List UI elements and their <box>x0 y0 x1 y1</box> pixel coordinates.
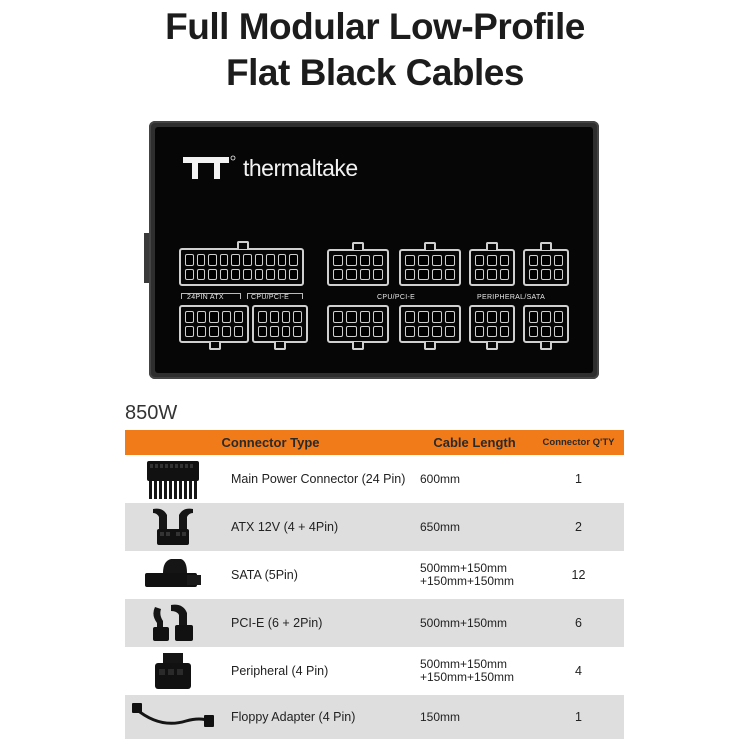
label-peripheral-sata: PERIPHERAL/SATA <box>477 294 546 301</box>
connector-cpu-pcie-top-2 <box>399 249 461 286</box>
sata-cable-icon <box>125 551 221 599</box>
atx12v-cable-icon <box>125 503 221 551</box>
cable-spec-table <box>125 430 624 739</box>
connector-cpu-pcie-top-1 <box>327 249 389 286</box>
row-connector-qty: 6 <box>575 616 582 630</box>
thermaltake-tt-logo-icon <box>181 153 237 183</box>
row-connector-name: SATA (5Pin) <box>231 568 298 582</box>
row-connector-name: ATX 12V (4 + 4Pin) <box>231 520 339 534</box>
header-connector-type: Connector Type <box>221 435 320 450</box>
connector-peripheral-bottom-1 <box>469 305 515 343</box>
psu-logo <box>181 153 358 183</box>
heading-line-1: Full Modular Low-Profile <box>165 6 585 47</box>
row-connector-name: Main Power Connector (24 Pin) <box>231 472 406 486</box>
row-connector-qty: 2 <box>575 520 582 534</box>
24pin-cable-icon <box>125 455 221 503</box>
table-row <box>125 551 624 599</box>
table-row <box>125 647 624 695</box>
row-cable-length: 150mm <box>420 709 461 724</box>
connector-24pin-bottom <box>179 305 249 343</box>
row-connector-qty: 4 <box>575 664 582 678</box>
label-cpu-pcie-center: CPU/PCI-E <box>377 294 416 301</box>
row-cable-length: 500mm+150mm +150mm+150mm <box>420 657 515 684</box>
table-row <box>125 695 624 739</box>
connector-24pin-top <box>179 248 304 286</box>
row-cable-length: 600mm <box>420 471 461 486</box>
wattage-label: 850W <box>125 402 178 424</box>
row-connector-qty: 1 <box>575 472 582 486</box>
heading-line-2: Flat Black Cables <box>226 52 524 93</box>
row-cable-length: 500mm+150mm +150mm+150mm <box>420 561 515 588</box>
row-connector-qty: 1 <box>575 710 582 724</box>
pcie-cable-icon <box>125 599 221 647</box>
connector-cpu-pcie-bottom-2 <box>399 305 461 343</box>
row-connector-qty: 12 <box>571 568 586 582</box>
table-row <box>125 503 624 551</box>
brand-name: thermaltake <box>243 154 358 181</box>
table-row <box>125 455 624 503</box>
peripheral-cable-icon <box>125 647 221 695</box>
row-cable-length: 650mm <box>420 519 461 534</box>
row-cable-length: 500mm+150mm <box>420 615 508 630</box>
label-cpu-pcie-left: CPU/PCI-E <box>251 294 290 301</box>
connector-peripheral-bottom-2 <box>523 305 569 343</box>
connector-peripheral-top-1 <box>469 249 515 286</box>
row-connector-name: Floppy Adapter (4 Pin) <box>231 710 356 724</box>
header-connector-qty: Connector Q'TY <box>542 437 615 448</box>
header-cable-length: Cable Length <box>433 435 516 450</box>
floppy-cable-icon <box>125 695 221 739</box>
connector-cpu-pcie-bottom-left <box>252 305 308 343</box>
connector-peripheral-top-2 <box>523 249 569 286</box>
table-row <box>125 599 624 647</box>
label-24pin-atx: 24PIN ATX <box>187 294 224 301</box>
psu-panel-face <box>155 127 593 373</box>
table-header <box>125 430 624 455</box>
psu-side-tab <box>144 233 149 283</box>
connector-cpu-pcie-bottom-1 <box>327 305 389 343</box>
psu-modular-panel <box>149 121 599 379</box>
row-connector-name: Peripheral (4 Pin) <box>231 664 329 678</box>
row-connector-name: PCI-E (6 + 2Pin) <box>231 616 323 630</box>
